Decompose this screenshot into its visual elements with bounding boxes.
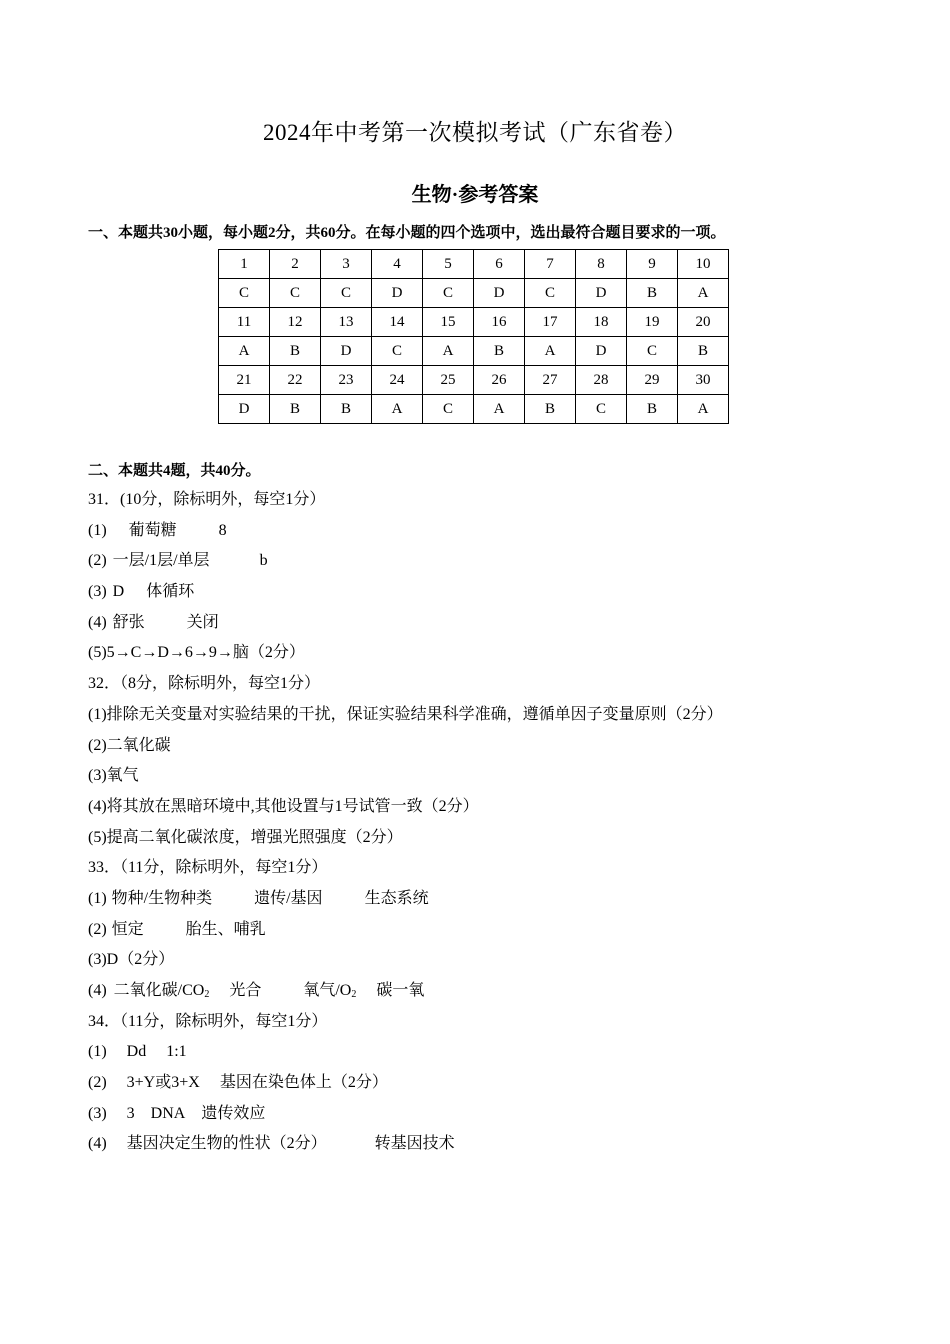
question-number-cell: 6 — [474, 250, 525, 279]
q31-answer-5: (5)5→C→D→6→9→脑（2分） — [88, 644, 305, 662]
q31-answer-3 — [88, 580, 723, 611]
free-response-answers — [88, 488, 723, 1163]
q31-a3-number: (3) — [88, 583, 107, 601]
q34-heading: 34．（11分，除标明外，每空1分） — [88, 1012, 328, 1030]
q33-a4-blank-3 — [303, 982, 356, 999]
question-number-cell: 21 — [219, 366, 270, 395]
question-number-cell: 13 — [321, 308, 372, 337]
answer-key-cell: D — [474, 279, 525, 308]
question-number-cell: 8 — [576, 250, 627, 279]
answer-key-cell: D — [576, 279, 627, 308]
q33-a4-number: (4) — [88, 982, 107, 999]
q33-a4-blank-4: 碳一氧 — [376, 982, 425, 999]
answer-key-row — [219, 337, 729, 366]
answer-key-cell: A — [678, 279, 729, 308]
answer-key-cell: B — [321, 395, 372, 424]
q31-a2-number: (2) — [88, 552, 107, 570]
q33-a2-blank-1: 恒定 — [111, 920, 144, 938]
q33-a2-blank-2: 胎生、哺乳 — [185, 920, 266, 938]
question-number-cell: 10 — [678, 250, 729, 279]
answer-key-cell: C — [627, 337, 678, 366]
q33-answer-1 — [88, 887, 723, 918]
question-number-cell: 20 — [678, 308, 729, 337]
q31-a4-blank-1: 舒张 — [112, 613, 145, 631]
question-number-cell: 3 — [321, 250, 372, 279]
q32-answer-1: (1)排除无关变量对实验结果的干扰，保证实验结果科学准确，遵循单因子变量原则（2分） — [88, 705, 723, 723]
q32-answer-4: (4)将其放在黑暗环境中,其他设置与1号试管一致（2分） — [88, 797, 479, 815]
question-number-cell: 18 — [576, 308, 627, 337]
question-number-cell: 19 — [627, 308, 678, 337]
q33-answer-4 — [88, 979, 723, 1010]
question-number-cell: 29 — [627, 366, 678, 395]
answer-key-cell: C — [525, 279, 576, 308]
answer-key-cell: D — [372, 279, 423, 308]
question-number-cell: 30 — [678, 366, 729, 395]
question-number-cell: 28 — [576, 366, 627, 395]
q34-a2-number: (2) — [88, 1074, 107, 1092]
q34-answer-1 — [88, 1040, 723, 1071]
q33-a4-blank-2: 光合 — [229, 982, 262, 999]
answer-key-row — [219, 395, 729, 424]
q31-a3-blank-2: 体循环 — [146, 583, 195, 601]
q32-answer-2: (2)二氧化碳 — [88, 736, 171, 754]
q31-answer-2 — [88, 549, 723, 580]
q33-a4-blank-1 — [114, 982, 210, 999]
question-number-cell: 7 — [525, 250, 576, 279]
q33-a4-co2-subscript: 2 — [204, 989, 210, 1000]
question-number-cell: 1 — [219, 250, 270, 279]
q34-a1-blank-1: Dd — [126, 1043, 147, 1061]
question-number-cell: 5 — [423, 250, 474, 279]
answer-key-cell: C — [423, 395, 474, 424]
question-number-cell: 22 — [270, 366, 321, 395]
multiple-choice-answer-table — [218, 249, 729, 424]
section-2-heading: 二、本题共4题，共40分。 — [88, 463, 261, 479]
question-number-cell: 14 — [372, 308, 423, 337]
answer-key-cell: B — [270, 395, 321, 424]
q34-answer-3 — [88, 1102, 723, 1133]
q33-answer-3: (3)D（2分） — [88, 951, 175, 969]
answer-key-cell: C — [423, 279, 474, 308]
answer-key-cell: A — [525, 337, 576, 366]
answer-key-cell: B — [270, 337, 321, 366]
question-number-cell: 4 — [372, 250, 423, 279]
q34-a3-blank-3: 遗传效应 — [201, 1104, 266, 1122]
page-title: 2024年中考第一次模拟考试（广东省卷） — [263, 120, 687, 145]
q31-answer-4 — [88, 611, 723, 642]
q32-answer-5: (5)提高二氧化碳浓度，增强光照强度（2分） — [88, 828, 403, 846]
answer-key-cell: C — [219, 279, 270, 308]
q34-a1-number: (1) — [88, 1043, 107, 1061]
q34-a4-number: (4) — [88, 1135, 107, 1153]
q34-a2-blank-1: 3+Y或3+X — [126, 1074, 200, 1092]
q33-a2-number: (2) — [88, 920, 107, 938]
q31-a4-number: (4) — [88, 613, 107, 631]
question-number-cell: 23 — [321, 366, 372, 395]
answer-key-cell: A — [423, 337, 474, 366]
question-number-cell: 16 — [474, 308, 525, 337]
q33-a1-blank-3: 生态系统 — [364, 889, 429, 907]
answer-key-cell: A — [372, 395, 423, 424]
q31-answer-1 — [88, 519, 723, 550]
answer-key-cell: C — [321, 279, 372, 308]
q32-answer-3: (3)氧气 — [88, 767, 139, 785]
answer-key-cell: C — [270, 279, 321, 308]
q34-answer-2 — [88, 1071, 723, 1102]
section-1-heading: 一、本题共30小题，每小题2分，共60分。在每小题的四个选项中，选出最符合题目要求的一项。 — [88, 225, 726, 241]
q34-a3-number: (3) — [88, 1104, 107, 1122]
page-subtitle: 生物·参考答案 — [411, 184, 539, 206]
question-number-cell: 25 — [423, 366, 474, 395]
answer-key-cell: B — [474, 337, 525, 366]
q33-a1-blank-2: 遗传/基因 — [254, 889, 323, 907]
question-number-row — [219, 308, 729, 337]
q31-a4-blank-2: 关闭 — [186, 613, 219, 631]
q31-heading: 31．(10分，除标明外，每空1分） — [88, 491, 326, 508]
q34-answer-4 — [88, 1132, 723, 1163]
question-number-cell: 26 — [474, 366, 525, 395]
question-number-row — [219, 250, 729, 279]
q34-a4-blank-1: 基因决定生物的性状（2分） — [126, 1135, 327, 1153]
answer-key-cell: B — [627, 279, 678, 308]
q33-a4-co2-text: 二氧化碳/CO — [113, 982, 205, 999]
answer-key-cell: D — [219, 395, 270, 424]
q34-a3-blank-1: 3 — [126, 1104, 135, 1122]
q34-a2-blank-2: 基因在染色体上（2分） — [219, 1074, 388, 1092]
answer-key-cell: A — [219, 337, 270, 366]
q31-a2-blank-2: b — [259, 552, 268, 570]
question-number-cell: 24 — [372, 366, 423, 395]
q31-a3-blank-1: D — [112, 583, 125, 601]
q33-heading: 33．（11分，除标明外，每空1分） — [88, 859, 328, 877]
q34-a4-blank-2: 转基因技术 — [374, 1135, 455, 1153]
answer-key-cell: A — [678, 395, 729, 424]
question-number-cell: 9 — [627, 250, 678, 279]
answer-key-cell: B — [678, 337, 729, 366]
answer-key-cell: A — [474, 395, 525, 424]
q33-answer-2 — [88, 918, 723, 949]
q33-a1-blank-1: 物种/生物种类 — [111, 889, 213, 907]
q33-a4-o2-subscript: 2 — [351, 989, 357, 1000]
question-number-cell: 15 — [423, 308, 474, 337]
q31-a1-blank-1: 葡萄糖 — [128, 521, 177, 539]
q34-a3-blank-2: DNA — [150, 1104, 186, 1122]
question-number-row — [219, 366, 729, 395]
answer-key-cell: B — [525, 395, 576, 424]
question-number-cell: 2 — [270, 250, 321, 279]
answer-key-cell: D — [576, 337, 627, 366]
q31-a1-blank-2: 8 — [218, 521, 227, 539]
answer-key-cell: C — [576, 395, 627, 424]
answer-key-cell: B — [627, 395, 678, 424]
question-number-cell: 27 — [525, 366, 576, 395]
question-number-cell: 17 — [525, 308, 576, 337]
question-number-cell: 11 — [219, 308, 270, 337]
question-number-cell: 12 — [270, 308, 321, 337]
q33-a1-number: (1) — [88, 889, 107, 907]
q32-heading: 32．（8分，除标明外，每空1分） — [88, 675, 321, 693]
q34-a1-blank-2: 1:1 — [166, 1043, 187, 1061]
answer-key-cell: C — [372, 337, 423, 366]
answer-key-cell: D — [321, 337, 372, 366]
q33-a4-o2-text: 氧气/O — [303, 982, 352, 999]
answer-key-row — [219, 279, 729, 308]
q31-a2-blank-1: 一层/1层/单层 — [112, 552, 210, 570]
q31-a1-number: (1) — [88, 521, 107, 539]
